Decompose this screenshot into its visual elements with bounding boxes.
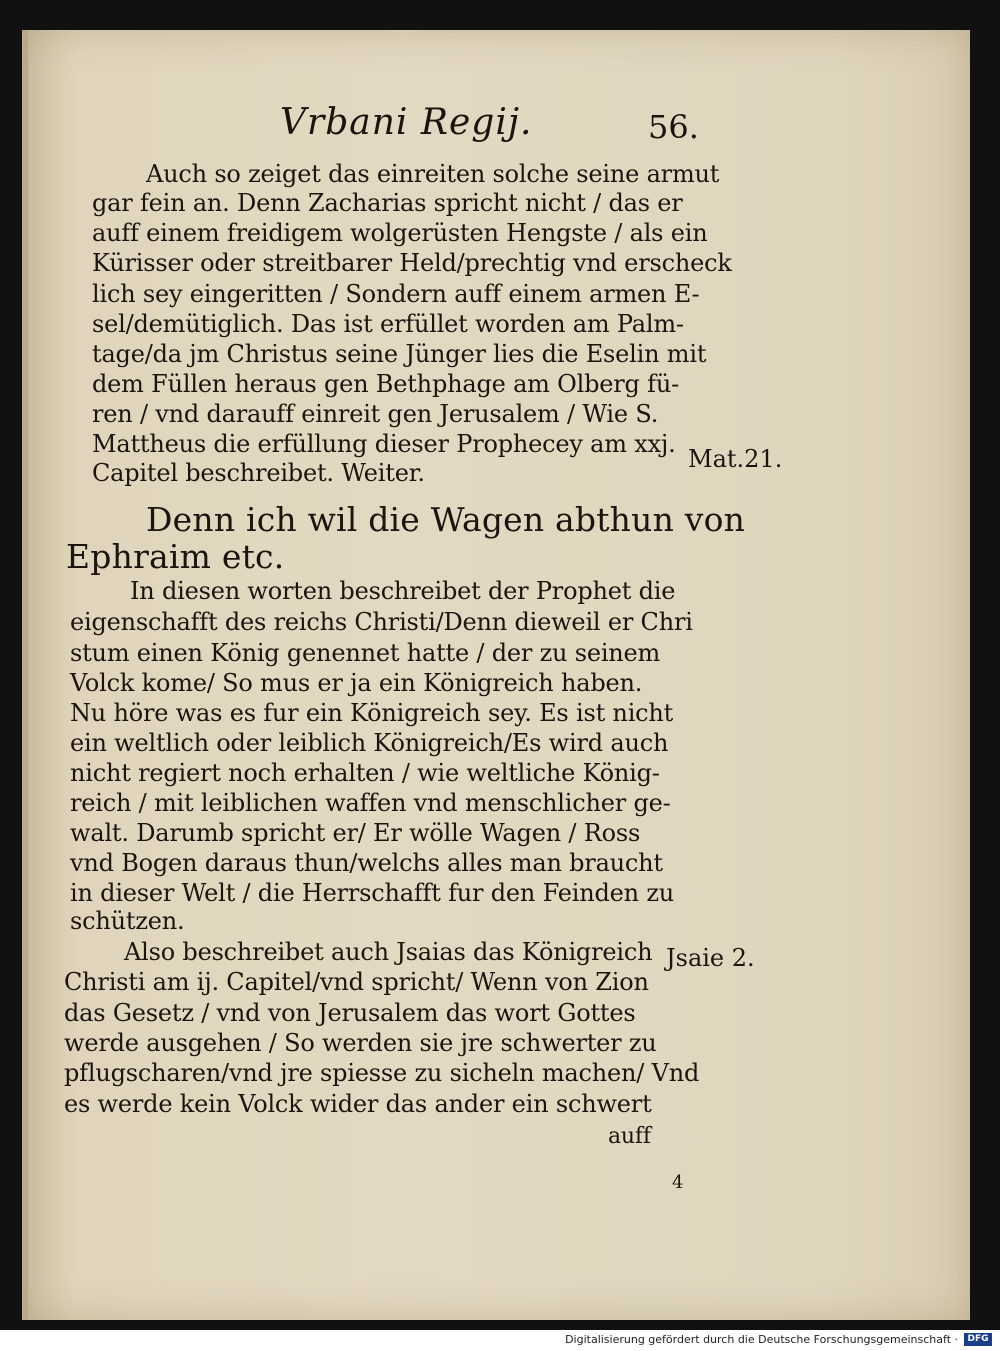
text-line: ren / vnd darauff einreit gen Jerusalem / Wie S. xyxy=(92,400,659,428)
footer-bar xyxy=(0,1330,1000,1351)
text-line: tage/da jm Christus seine Jünger lies die Eselin mit xyxy=(92,340,707,368)
footer-credit: Digitalisierung gefördert durch die Deutsche Forschungsgemeinschaft · xyxy=(565,1333,958,1346)
text-line: schützen. xyxy=(70,907,185,935)
text-line: lich sey eingeritten / Sondern auff einem armen E- xyxy=(92,280,700,308)
text-line: Christi am ij. Capitel/vnd spricht/ Wenn von Zion xyxy=(64,968,649,996)
text-line: es werde kein Volck wider das ander ein schwert xyxy=(64,1090,652,1118)
text-line: vnd Bogen daraus thun/welchs alles man braucht xyxy=(70,849,663,877)
text-line: nicht regiert noch erhalten / wie weltliche König- xyxy=(70,759,660,787)
signature-mark: 4 xyxy=(672,1172,684,1193)
running-head: Vrbani Regij. xyxy=(280,102,533,143)
text-line: eigenschafft des reichs Christi/Denn dieweil er Chri xyxy=(70,608,693,636)
text-line: sel/demütiglich. Das ist erfüllet worden am Palm- xyxy=(92,310,684,338)
text-line: Also beschreibet auch Jsaias das Königreich xyxy=(124,938,653,966)
text-line: Kürisser oder streitbarer Held/prechtig vnd erscheck xyxy=(92,249,732,277)
text-line: walt. Darumb spricht er/ Er wölle Wagen / Ross xyxy=(70,819,641,847)
margin-note: Jsaie 2. xyxy=(666,944,755,972)
text-line: Volck kome/ So mus er ja ein Königreich haben. xyxy=(70,669,643,697)
margin-note: Mat.21. xyxy=(688,445,783,473)
text-line: ein weltlich oder leiblich Königreich/Es wird auch xyxy=(70,729,669,757)
text-line: werde ausgehen / So werden sie jre schwerter zu xyxy=(64,1029,657,1057)
text-line: das Gesetz / vnd von Jerusalem das wort Gottes xyxy=(64,999,636,1027)
text-line: Nu höre was es fur ein Königreich sey. Es ist nicht xyxy=(70,699,674,727)
text-line: auff einem freidigem wolgerüsten Hengste / als ein xyxy=(92,219,708,247)
text-line: Capitel beschreibet. Weiter. xyxy=(92,459,425,487)
text-line: dem Füllen heraus gen Bethphage am Olberg fü- xyxy=(92,370,679,398)
catchword: auff xyxy=(608,1124,651,1149)
text-line: Mattheus die erfüllung dieser Prophecey am xxj. xyxy=(92,430,676,458)
text-line: gar fein an. Denn Zacharias spricht nicht / das er xyxy=(92,189,683,217)
section-heading: Denn ich wil die Wagen abthun von xyxy=(146,500,746,539)
text-line: stum einen König genennet hatte / der zu seinem xyxy=(70,639,661,667)
page-gutter-edge xyxy=(22,30,28,1320)
section-heading: Ephraim etc. xyxy=(66,537,285,576)
dfg-logo: DFG xyxy=(964,1333,992,1346)
text-line: in dieser Welt / die Herrschafft fur den Feinden zu xyxy=(70,879,675,907)
text-line: reich / mit leiblichen waffen vnd menschlicher ge- xyxy=(70,789,671,817)
text-line: Auch so zeiget das einreiten solche seine armut xyxy=(146,160,720,188)
text-line: In diesen worten beschreibet der Prophet die xyxy=(130,577,676,605)
page-number: 56. xyxy=(648,108,699,146)
text-line: pflugscharen/vnd jre spiesse zu sicheln machen/ Vnd xyxy=(64,1059,700,1087)
